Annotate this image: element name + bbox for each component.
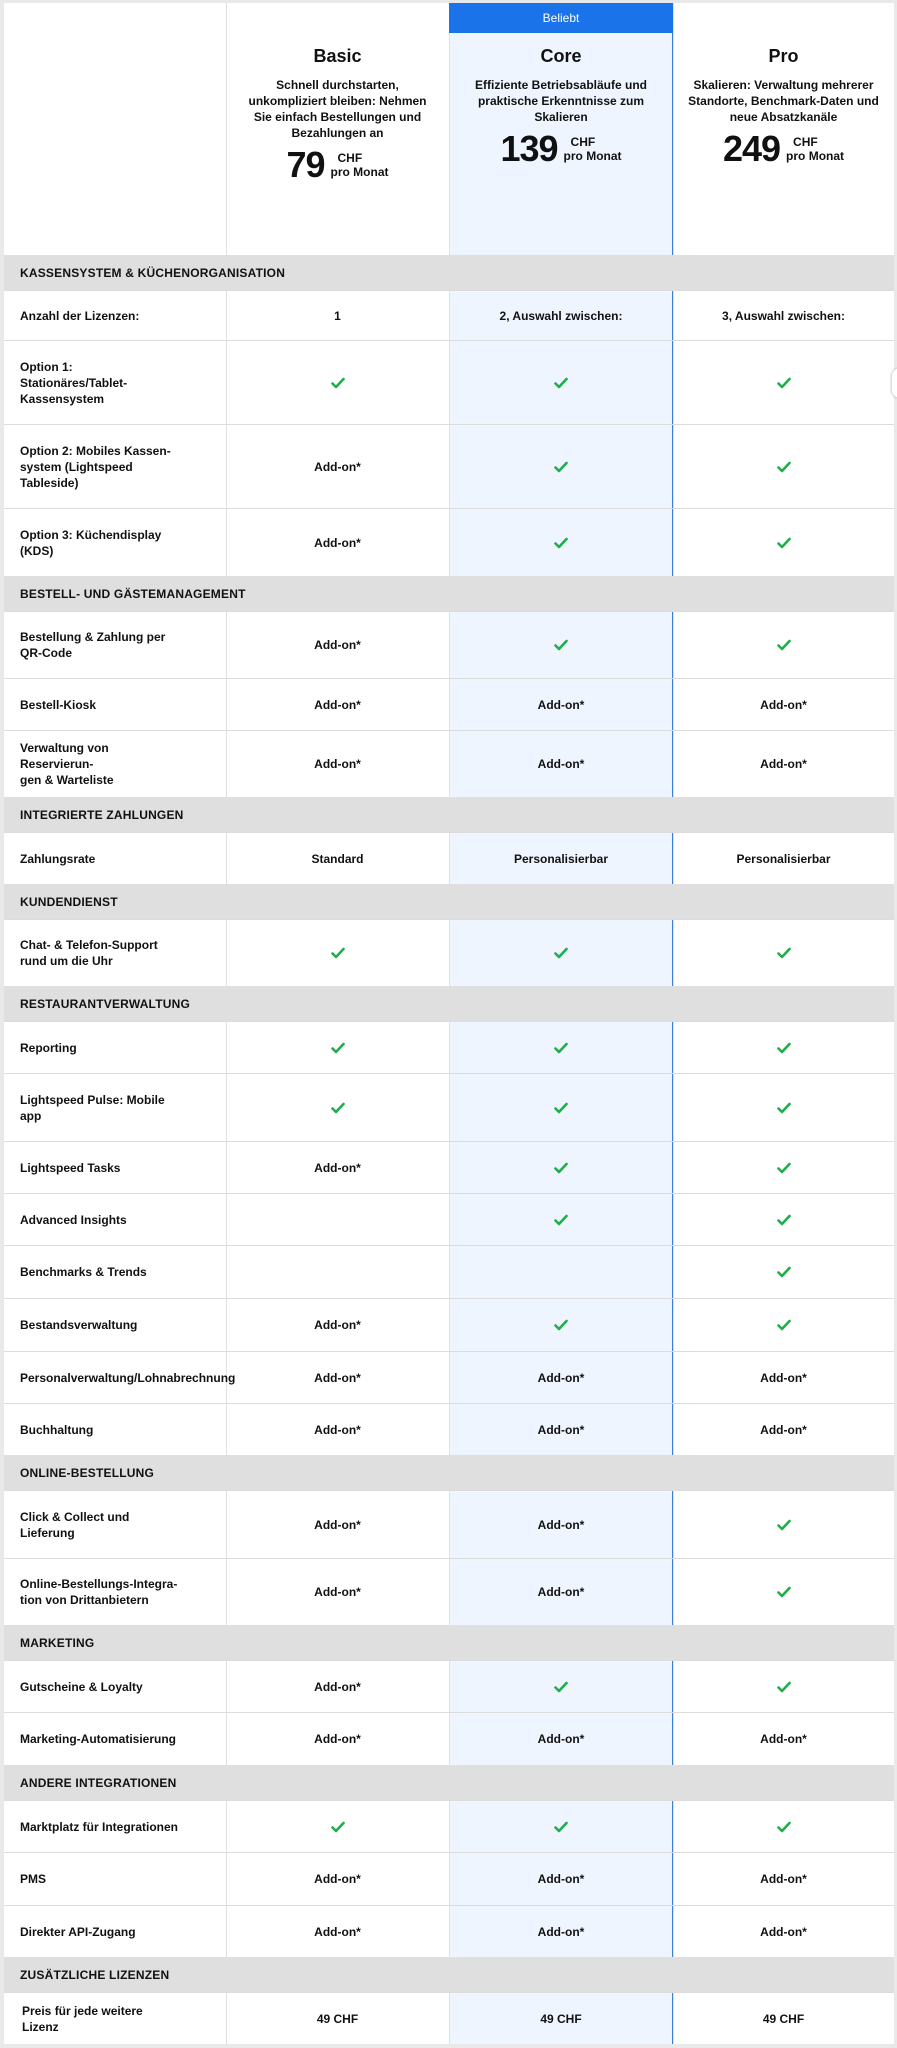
section-header: [4, 986, 894, 1021]
feature-label: [20, 1352, 236, 1403]
price-amount: 139: [500, 128, 558, 169]
plan-basic: [226, 46, 449, 185]
feature-label-text: Bestandsverwaltung: [20, 1318, 138, 1332]
section-title: INTEGRIERTE ZAHLUNGEN: [20, 807, 184, 822]
plan-cell: [226, 1713, 449, 1765]
check-icon: [554, 1162, 568, 1174]
feature-row: [4, 1403, 894, 1455]
plan-cell: [226, 1352, 449, 1403]
feature-label-text: Marketing-Automatisierung: [20, 1732, 177, 1746]
plan-cell: [449, 1559, 673, 1625]
section-header: [4, 1625, 894, 1660]
feature-label-text: Option 3: Küchendisplay (KDS): [20, 527, 162, 558]
plan-cell: [449, 1404, 673, 1455]
plan-cell: [673, 1299, 894, 1351]
cell-value: Add-on*: [760, 1370, 807, 1385]
cell-value: 3, Auswahl zwischen:: [722, 308, 845, 323]
cell-value: Add-on*: [537, 1370, 585, 1385]
section-header: [4, 1957, 894, 1992]
feature-row: [4, 1298, 894, 1351]
price-period: pro Monat: [330, 165, 389, 179]
cell-value: Add-on*: [760, 1872, 807, 1886]
plan-cell: [226, 1246, 449, 1298]
scroll-edge-handle[interactable]: [892, 368, 897, 398]
feature-label: [20, 679, 180, 730]
plan-cell: [673, 1559, 894, 1625]
feature-row: [4, 1852, 894, 1905]
section-header: [4, 576, 894, 611]
plan-cell: [226, 1906, 449, 1957]
section-title: KUNDENDIENST: [20, 894, 118, 909]
cell-value: Add-on*: [760, 1924, 807, 1939]
plan-cell: [226, 679, 449, 730]
check-icon: [554, 537, 568, 549]
feature-row: [4, 1712, 894, 1765]
feature-row: [4, 1021, 894, 1073]
plan-cell: [449, 612, 673, 678]
check-icon: [777, 1214, 791, 1226]
plan-cell: [226, 1491, 449, 1558]
price-period: pro Monat: [563, 149, 622, 163]
price-currency: CHF: [337, 151, 363, 165]
plan-cell: [226, 833, 449, 884]
cell-value: Add-on*: [314, 1585, 361, 1599]
plan-cell: [449, 920, 673, 986]
feature-label: [20, 341, 180, 424]
cell-value: Add-on*: [314, 459, 361, 474]
check-icon: [331, 947, 345, 959]
section-title: MARKETING: [20, 1635, 95, 1650]
check-icon: [554, 1821, 568, 1833]
feature-label-text: Buchhaltung: [20, 1422, 94, 1437]
plan-cell: [449, 1299, 673, 1351]
feature-label-text: Zahlungsrate: [20, 851, 96, 866]
plan-cell: [673, 1801, 894, 1852]
check-icon: [777, 1821, 791, 1833]
cell-value: Add-on*: [537, 1422, 585, 1437]
feature-label: [20, 1074, 180, 1141]
feature-label: [20, 509, 180, 576]
plan-cell: [226, 1801, 449, 1852]
cell-value: 1: [334, 308, 341, 323]
feature-label-text: Lightspeed Tasks: [20, 1160, 121, 1175]
check-icon: [554, 1102, 568, 1114]
feature-label: [20, 1713, 180, 1765]
feature-row: [4, 678, 894, 730]
feature-label-text: Lightspeed Pulse: Mobile app: [20, 1092, 165, 1123]
check-icon: [777, 1519, 791, 1531]
check-icon: [554, 1042, 568, 1054]
plan-cell: [226, 731, 449, 797]
section-header: [4, 1455, 894, 1490]
cell-value: Personalisierbar: [513, 851, 609, 866]
feature-label: [20, 612, 180, 678]
cell-value: Add-on*: [314, 638, 361, 652]
feature-label-text: Chat- & Telefon-Support rund um die Uhr: [20, 938, 158, 968]
plan-cell: [673, 1853, 894, 1905]
plan-core: [449, 46, 673, 169]
feature-label-text: Online-Bestellungs-Integra- tion von Drittanbietern: [20, 1577, 178, 1607]
plan-cell: [449, 341, 673, 424]
cell-value: Add-on*: [314, 1872, 361, 1886]
cell-value: Add-on*: [314, 1318, 361, 1332]
plan-cell: [449, 1993, 673, 2044]
feature-label-text: Direkter API-Zugang: [20, 1924, 136, 1939]
cell-value: Add-on*: [314, 1732, 361, 1746]
feature-row: [4, 730, 894, 797]
feature-row: [4, 1351, 894, 1403]
plan-cell: [673, 1404, 894, 1455]
plan-cell: [226, 341, 449, 424]
plan-cell: [673, 833, 894, 884]
plan-cell: [226, 509, 449, 576]
feature-label-text: Reporting: [20, 1040, 77, 1055]
check-icon: [777, 377, 791, 389]
cell-value: 49 CHF: [540, 2011, 582, 2026]
plan-cell: [226, 1299, 449, 1351]
plan-cell: [226, 612, 449, 678]
cell-value: Add-on*: [314, 1370, 361, 1385]
cell-value: Add-on*: [314, 1160, 361, 1175]
price-amount: 249: [722, 128, 781, 169]
plan-cell: [226, 1559, 449, 1625]
cell-value: Add-on*: [314, 1924, 361, 1939]
feature-row: [4, 1073, 894, 1141]
check-icon: [554, 377, 568, 389]
cell-value: Standard: [311, 851, 364, 866]
cell-value: 49 CHF: [762, 2011, 805, 2026]
plan-cell: [673, 1713, 894, 1765]
section-header: [4, 797, 894, 832]
plan-cell: [449, 1246, 673, 1298]
check-icon: [554, 639, 568, 651]
plan-cell: [449, 731, 673, 797]
feature-row: [4, 1558, 894, 1625]
feature-label-text: Personalverwaltung/Lohnabrechnung: [20, 1370, 236, 1385]
plan-cell: [673, 1352, 894, 1403]
feature-label: [20, 1559, 180, 1625]
feature-row: [4, 290, 894, 340]
plan-cell: [449, 1022, 673, 1073]
feature-row: [4, 1905, 894, 1957]
cell-value: Add-on*: [760, 1732, 807, 1746]
plan-cell: [449, 1906, 673, 1957]
plan-price: [449, 129, 673, 169]
plan-description: Schnell durchstarten, unkompliziert bleiben: Nehmen Sie einfach Bestellungen und Bezahlungen an: [248, 78, 427, 140]
plan-price: [226, 145, 449, 185]
check-icon: [554, 1319, 568, 1331]
plan-cell: [449, 1661, 673, 1712]
check-icon: [554, 947, 568, 959]
feature-row: [4, 1660, 894, 1712]
feature-label-text: Gutscheine & Loyalty: [20, 1679, 143, 1694]
feature-label: [20, 291, 180, 340]
check-icon: [777, 1319, 791, 1331]
section-title: ANDERE INTEGRATIONEN: [20, 1775, 177, 1790]
plan-cell: [449, 1074, 673, 1141]
price-period: pro Monat: [786, 149, 845, 163]
cell-value: Add-on*: [760, 757, 807, 771]
feature-label-text: Benchmarks & Trends: [20, 1265, 147, 1279]
feature-label: [20, 1299, 180, 1351]
check-icon: [777, 947, 791, 959]
check-icon: [331, 1042, 345, 1054]
cell-value: Add-on*: [314, 1679, 361, 1694]
feature-label-text: Option 2: Mobiles Kassen- system (Lightspeed Tableside): [20, 443, 171, 490]
plan-cell: [226, 1404, 449, 1455]
cell-value: Add-on*: [314, 535, 361, 550]
plan-pro: [673, 46, 894, 169]
plan-cell: [449, 1853, 673, 1905]
cell-value: Add-on*: [314, 757, 361, 771]
cell-value: Add-on*: [537, 1924, 585, 1939]
feature-label-text: Option 1: Stationäres/Tablet- Kassensystem: [20, 359, 128, 406]
feature-row: [4, 424, 894, 508]
plan-cell: [226, 425, 449, 508]
cell-value: Add-on*: [537, 1872, 585, 1886]
plan-cell: [449, 291, 673, 340]
plan-cell: [673, 1022, 894, 1073]
feature-label: [20, 1404, 180, 1455]
feature-label: [20, 833, 180, 884]
cell-value: 49 CHF: [316, 2011, 359, 2026]
cell-value: Add-on*: [314, 1422, 361, 1437]
plan-header: [4, 3, 894, 255]
check-icon: [777, 1042, 791, 1054]
plan-cell: [226, 1993, 449, 2044]
plan-name: Pro: [768, 46, 799, 66]
plan-cell: [449, 1491, 673, 1558]
feature-label-text: PMS: [20, 1872, 47, 1886]
plan-cell: [449, 1142, 673, 1193]
plan-cell: [226, 1022, 449, 1073]
plan-cell: [226, 1194, 449, 1245]
feature-label-text: Verwaltung von Reservierun- gen & Warteliste: [20, 741, 114, 787]
plan-cell: [226, 1853, 449, 1905]
feature-label: [20, 731, 180, 797]
plan-description: Effiziente Betriebsabläufe und praktische Erkenntnisse zum Skalieren: [474, 78, 648, 124]
pricing-table: [4, 3, 894, 2044]
cell-value: Add-on*: [760, 1422, 807, 1437]
feature-label-text: Bestellung & Zahlung per QR-Code: [20, 630, 166, 660]
feature-label-text: Marktplatz für Integrationen: [20, 1819, 179, 1834]
cell-value: 2, Auswahl zwischen:: [499, 308, 623, 323]
popular-badge: Beliebt: [449, 3, 673, 33]
check-icon: [777, 1586, 791, 1598]
check-icon: [554, 1681, 568, 1693]
plan-cell: [449, 1194, 673, 1245]
plan-cell: [226, 291, 449, 340]
plan-cell: [449, 833, 673, 884]
feature-row: [4, 1193, 894, 1245]
check-icon: [554, 1214, 568, 1226]
plan-cell: [673, 1194, 894, 1245]
check-icon: [331, 1102, 345, 1114]
cell-value: Add-on*: [537, 1732, 585, 1746]
feature-label: [20, 1142, 180, 1193]
plan-description: Skalieren: Verwaltung mehrerer Standorte, Benchmark-Daten und neue Absatzkanäle: [688, 78, 879, 124]
check-icon: [777, 461, 791, 473]
plan-cell: [449, 425, 673, 508]
plan-cell: [449, 509, 673, 576]
cell-value: Add-on*: [314, 697, 361, 712]
plan-cell: [673, 1906, 894, 1957]
check-icon: [777, 537, 791, 549]
plan-name: Core: [540, 46, 582, 66]
cell-value: Add-on*: [537, 1585, 585, 1599]
feature-label: [22, 1993, 182, 2044]
feature-label: [20, 425, 180, 508]
price-currency: CHF: [793, 135, 818, 149]
feature-row: [4, 1992, 894, 2044]
feature-row: [4, 919, 894, 986]
section-header: [4, 1765, 894, 1800]
feature-row: [4, 1141, 894, 1193]
plan-cell: [449, 1801, 673, 1852]
feature-label-text: Click & Collect und Lieferung: [20, 1509, 130, 1540]
cell-value: Add-on*: [537, 1517, 585, 1532]
feature-label-text: Bestell-Kiosk: [20, 697, 97, 712]
section-title: RESTAURANTVERWALTUNG: [20, 996, 190, 1011]
feature-row: [4, 340, 894, 424]
section-title: BESTELL- UND GÄSTEMANAGEMENT: [20, 586, 246, 601]
section-title: KASSENSYSTEM & KÜCHENORGANISATION: [20, 265, 286, 280]
check-icon: [777, 639, 791, 651]
section-header: [4, 255, 894, 290]
feature-label: [20, 1801, 180, 1852]
plan-cell: [449, 679, 673, 730]
feature-row: [4, 1800, 894, 1852]
plan-cell: [673, 1074, 894, 1141]
feature-row: [4, 1490, 894, 1558]
feature-label: [20, 1661, 180, 1712]
check-icon: [331, 1821, 345, 1833]
plan-cell: [673, 1491, 894, 1558]
feature-label: [20, 1022, 180, 1073]
feature-row: [4, 508, 894, 576]
plan-cell: [673, 679, 894, 730]
plan-cell: [226, 1142, 449, 1193]
feature-label: [20, 1853, 180, 1905]
plan-cell: [673, 612, 894, 678]
plan-cell: [449, 1713, 673, 1765]
feature-row: [4, 1245, 894, 1298]
feature-label-text: Preis für jede weitere Lizenz: [22, 2003, 143, 2034]
plan-name: Basic: [313, 46, 362, 66]
check-icon: [777, 1102, 791, 1114]
cell-value: Add-on*: [537, 697, 585, 712]
check-icon: [777, 1162, 791, 1174]
plan-cell: [673, 1142, 894, 1193]
plan-cell: [673, 731, 894, 797]
feature-label: [20, 1906, 180, 1957]
plan-cell: [673, 509, 894, 576]
check-icon: [331, 377, 345, 389]
price-amount: 79: [286, 144, 325, 185]
feature-row: [4, 611, 894, 678]
cell-value: Add-on*: [314, 1517, 361, 1532]
check-icon: [777, 1681, 791, 1693]
feature-label: [20, 1246, 180, 1298]
plan-cell: [673, 291, 894, 340]
plan-cell: [673, 1246, 894, 1298]
plan-price: [673, 129, 894, 169]
section-title: ONLINE-BESTELLUNG: [20, 1465, 155, 1480]
cell-value: Personalisierbar: [736, 851, 831, 866]
section-header: [4, 884, 894, 919]
cell-value: Add-on*: [760, 697, 807, 712]
plan-cell: [226, 1074, 449, 1141]
price-currency: CHF: [570, 135, 596, 149]
plan-cell: [226, 1661, 449, 1712]
cell-value: Add-on*: [537, 757, 585, 771]
plan-cell: [449, 1352, 673, 1403]
plan-cell: [673, 341, 894, 424]
plan-cell: [673, 1661, 894, 1712]
feature-label: [20, 1491, 180, 1558]
plan-cell: [673, 920, 894, 986]
feature-label-text: Advanced Insights: [20, 1212, 127, 1227]
section-title: ZUSÄTZLICHE LIZENZEN: [20, 1967, 170, 1982]
feature-row: [4, 832, 894, 884]
feature-label: [20, 1194, 180, 1245]
plan-cell: [673, 1993, 894, 2044]
check-icon: [777, 1266, 791, 1278]
feature-label-text: Anzahl der Lizenzen:: [20, 308, 140, 323]
check-icon: [554, 461, 568, 473]
plan-cell: [226, 920, 449, 986]
feature-label: [20, 920, 180, 986]
plan-cell: [673, 425, 894, 508]
